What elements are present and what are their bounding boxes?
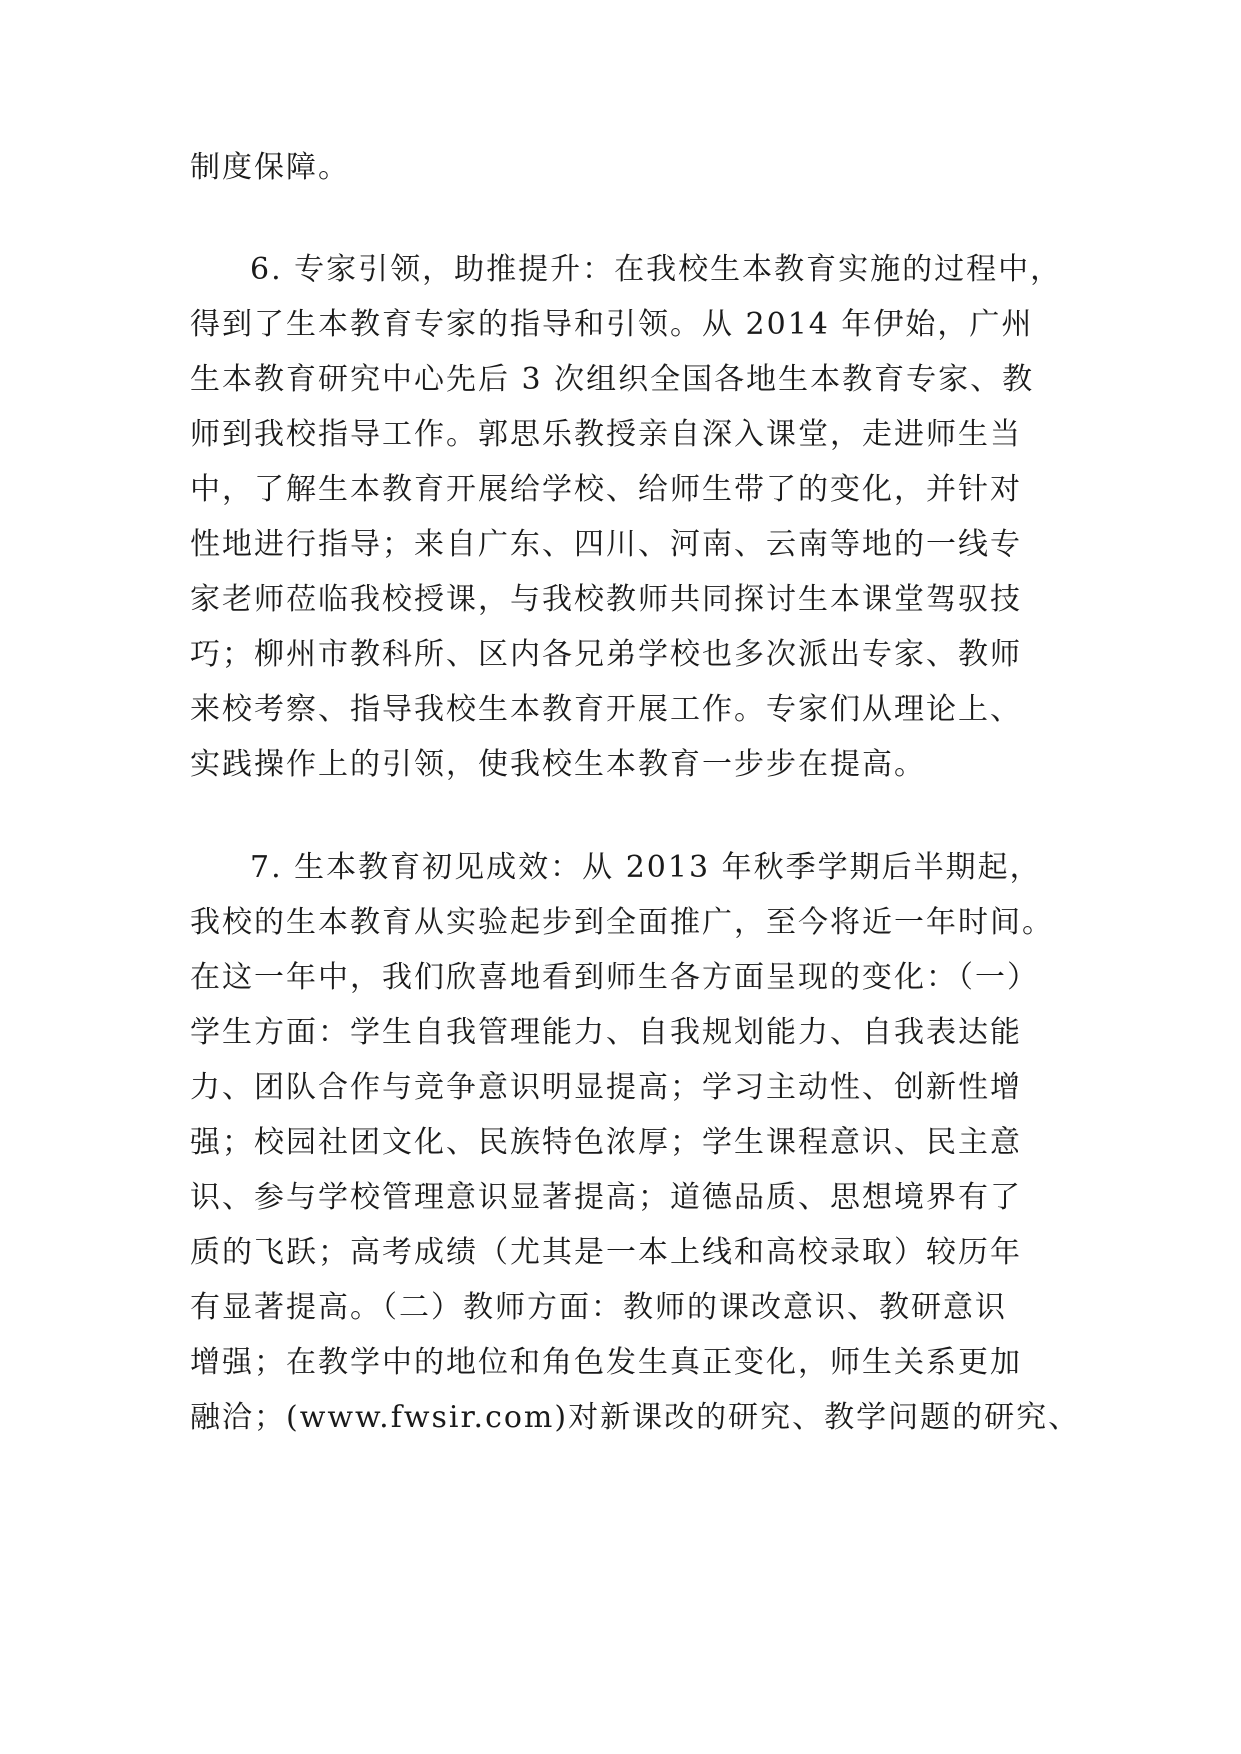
text-line: 融洽；(www.fwsir.com)对新课改的研究、教学问题的研究、 [190, 1400, 1081, 1435]
text-line: 我校的生本教育从实验起步到全面推广，至今将近一年时间。 [190, 905, 1054, 940]
text-line: 巧；柳州市教科所、区内各兄弟学校也多次派出专家、教师 [190, 637, 1022, 672]
text-line: 来校考察、指导我校生本教育开展工作。专家们从理论上、 [190, 692, 1022, 727]
text-line: 力、团队合作与竞争意识明显提高；学习主动性、创新性增 [190, 1070, 1022, 1105]
paragraph-6-heading-line: 6. 专家引领，助推提升：在我校生本教育实施的过程中， [250, 252, 1063, 287]
text-line: 增强；在教学中的地位和角色发生真正变化，师生关系更加 [190, 1345, 1022, 1380]
paragraph-7-heading-line: 7. 生本教育初见成效：从 2013 年秋季学期后半期起， [250, 850, 1042, 885]
text-line: 学生方面：学生自我管理能力、自我规划能力、自我表达能 [190, 1015, 1022, 1050]
text-line: 质的飞跃；高考成绩（尤其是一本上线和高校录取）较历年 [190, 1235, 1022, 1270]
text-line: 强；校园社团文化、民族特色浓厚；学生课程意识、民主意 [190, 1125, 1022, 1160]
text-line: 中，了解生本教育开展给学校、给师生带了的变化，并针对 [190, 472, 1022, 507]
text-line: 实践操作上的引领，使我校生本教育一步步在提高。 [190, 747, 926, 782]
text-line: 制度保障。 [190, 150, 350, 185]
text-line: 有显著提高。（二）教师方面：教师的课改意识、教研意识 [190, 1290, 1007, 1325]
text-line: 性地进行指导；来自广东、四川、河南、云南等地的一线专 [190, 527, 1022, 562]
text-line: 师到我校指导工作。郭思乐教授亲自深入课堂，走进师生当 [190, 417, 1022, 452]
text-line: 在这一年中，我们欣喜地看到师生各方面呈现的变化：（一） [190, 960, 1039, 995]
text-line: 家老师莅临我校授课，与我校教师共同探讨生本课堂驾驭技 [190, 582, 1022, 617]
text-line: 识、参与学校管理意识显著提高；道德品质、思想境界有了 [190, 1180, 1022, 1215]
text-line: 得到了生本教育专家的指导和引领。从 2014 年伊始，广州 [190, 307, 1034, 342]
text-line: 生本教育研究中心先后 3 次组织全国各地生本教育专家、教 [190, 362, 1035, 397]
